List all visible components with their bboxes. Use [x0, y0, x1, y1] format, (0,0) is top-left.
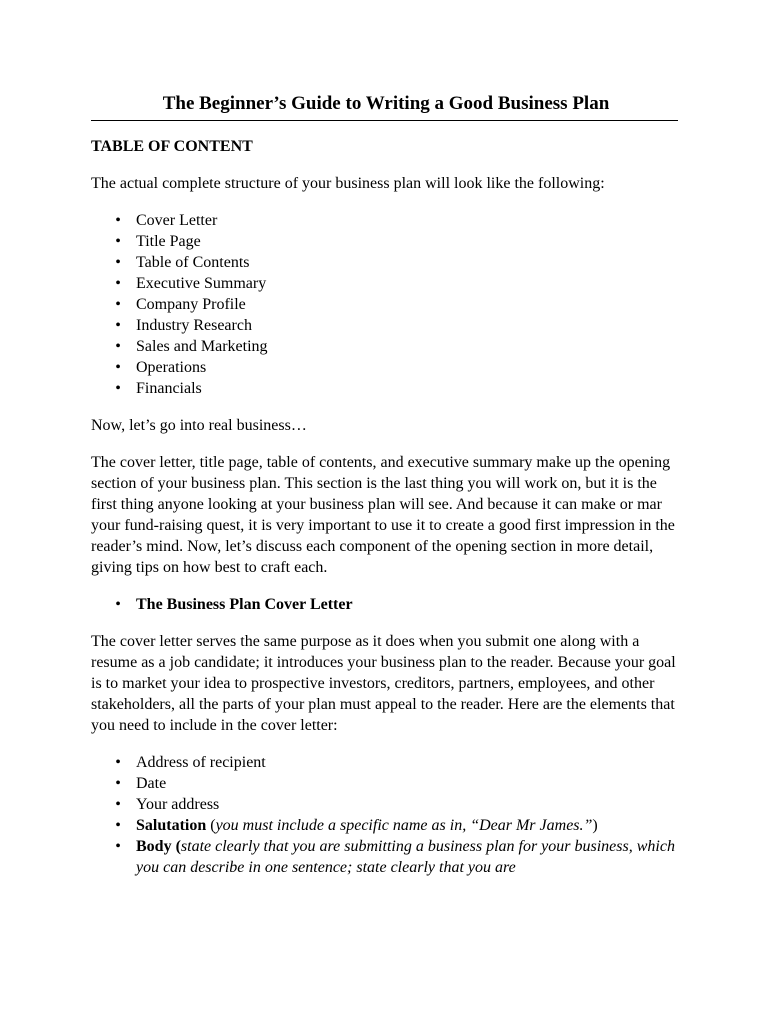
list-item-label: Executive Summary — [136, 275, 267, 292]
list-item-label: Title Page — [136, 233, 201, 250]
bullet-icon — [113, 815, 123, 836]
list-item — [91, 773, 681, 794]
cover-letter-elements-list — [91, 752, 681, 878]
toc-heading: TABLE OF CONTENT — [91, 138, 253, 155]
bullet-icon — [113, 210, 123, 231]
cover-letter-heading: The Business Plan Cover Letter — [136, 596, 353, 613]
bullet-icon — [113, 773, 123, 794]
list-item — [91, 231, 681, 252]
title-underline — [91, 120, 678, 121]
bullet-icon — [113, 378, 123, 399]
list-item-label: Date — [136, 775, 167, 792]
bullet-icon — [113, 357, 123, 378]
list-item-label: Sales and Marketing — [136, 338, 268, 355]
list-item — [91, 815, 681, 836]
list-item — [91, 357, 681, 378]
list-item — [91, 794, 681, 815]
bullet-icon — [113, 752, 123, 773]
list-item-label: Address of recipient — [136, 754, 266, 771]
list-item — [91, 336, 681, 357]
list-item-label: Operations — [136, 359, 207, 376]
note-open-paren: ( — [171, 838, 181, 855]
list-item-label: Company Profile — [136, 296, 246, 313]
document-body — [91, 136, 681, 894]
bullet-icon — [113, 231, 123, 252]
list-item — [91, 252, 681, 273]
list-item — [91, 210, 681, 231]
transition-paragraph: Now, let’s go into real business… — [91, 417, 307, 434]
bullet-icon — [113, 836, 123, 857]
opening-section-paragraph: The cover letter, title page, table of contents, and executive summary make up the opening section of your business plan. This section is the last thing you will work on, but it is the first thing anyone looking at your business plan will see. And because it can make or mar your fund-raising quest, it is very important to use it to create a good first impression in the reader’s mind. Now, let’s discuss each component of the opening section in more detail, giving tips on how best to craft each. — [91, 454, 675, 576]
list-item-label: Body — [136, 838, 172, 855]
list-item-label: Your address — [136, 796, 220, 813]
list-item-note: state clearly that you are submitting a business plan for your business, which you can describe in one sentence; state clearly that you are — [136, 838, 675, 876]
bullet-icon — [113, 273, 123, 294]
intro-paragraph: The actual complete structure of your business plan will look like the following: — [91, 175, 605, 192]
cover-letter-paragraph: The cover letter serves the same purpose as it does when you submit one along with a resume as a job candidate; it introduces your business plan to the reader. Because your goal is to market your idea to prospective investors, creditors, partners, employees, and other stakeholders, all the parts of your plan must appeal to the reader. Here are the elements that you need to include in the cover letter: — [91, 633, 676, 734]
list-item — [91, 315, 681, 336]
bullet-icon — [113, 336, 123, 357]
list-item — [91, 294, 681, 315]
note-close-paren: ) — [592, 817, 598, 834]
section-heading-list — [91, 594, 681, 615]
list-item-label: Table of Contents — [136, 254, 250, 271]
bullet-icon — [113, 594, 123, 615]
bullet-icon — [113, 294, 123, 315]
list-item-label: Cover Letter — [136, 212, 218, 229]
list-item — [91, 752, 681, 773]
list-item-label: Industry Research — [136, 317, 252, 334]
list-item — [91, 836, 681, 878]
list-item — [91, 594, 681, 615]
list-item-label: Salutation — [136, 817, 207, 834]
list-item-label: Financials — [136, 380, 202, 397]
structure-list — [91, 210, 681, 399]
bullet-icon — [113, 252, 123, 273]
note-open-paren: ( — [206, 817, 216, 834]
list-item-note: you must include a specific name as in, “Dear Mr James.” — [215, 817, 593, 834]
bullet-icon — [113, 315, 123, 336]
bullet-icon — [113, 794, 123, 815]
list-item — [91, 378, 681, 399]
document-title: The Beginner’s Guide to Writing a Good Business Plan — [162, 93, 610, 114]
list-item — [91, 273, 681, 294]
